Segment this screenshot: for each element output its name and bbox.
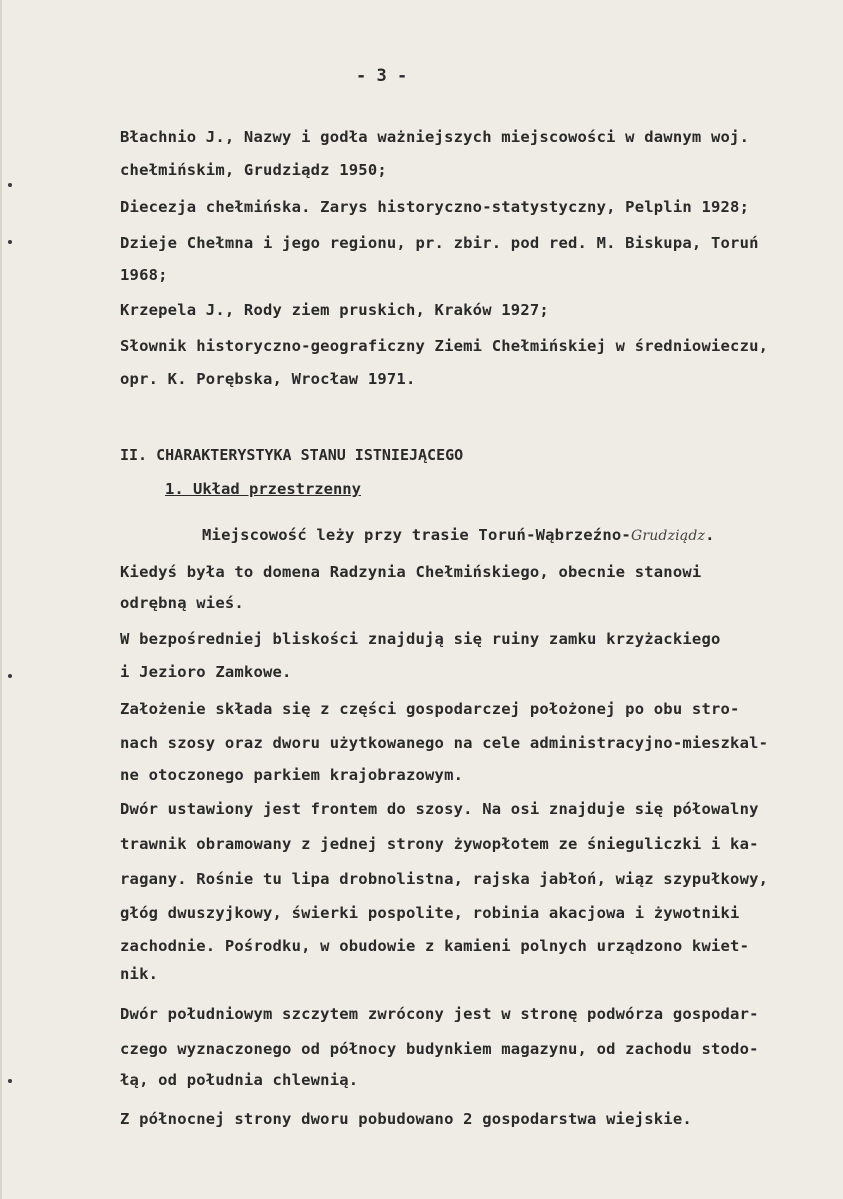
body-line: trawnik obramowany z jednej strony żywopłotem ze śnieguliczki i ka- [120,835,759,853]
body-line: łą, od południa chlewnią. [120,1071,359,1089]
bibliography-line: 1968; [120,266,168,284]
body-line: czego wyznaczonego od północy budynkiem magazynu, od zachodu stodo- [120,1040,759,1058]
punch-hole-mark [8,240,12,244]
body-line-typed: Miejscowość leży przy trasie Toruń-Wąbrzeźno- [202,526,631,544]
bibliography-line: Słownik historyczno-geograficzny Ziemi Chełmińskiej w średniowieczu, [120,337,769,355]
body-line: W bezpośredniej bliskości znajdują się ruiny zamku krzyżackiego [120,630,721,648]
body-line: ne otoczonego parkiem krajobrazowym. [120,766,464,784]
body-line: Założenie składa się z części gospodarczej położonej po obu stro- [120,700,740,718]
body-line: nik. [120,965,159,983]
bibliography-line: Krzepela J., Rody ziem pruskich, Kraków 1927; [120,301,549,319]
bibliography-line: Błachnio J., Nazwy i godła ważniejszych miejscowości w dawnym woj. [120,128,750,146]
page-number: - 3 - [356,66,408,86]
body-line-end: . [705,526,715,544]
subsection-heading: 1. Układ przestrzenny [165,480,361,498]
body-line: Kiedyś była to domena Radzynia Chełmińskiego, obecnie stanowi [120,563,702,581]
body-line: odrębną wieś. [120,594,244,612]
punch-hole-mark [8,1079,12,1083]
handwritten-correction: Grudziądz [630,528,706,544]
punch-hole-mark [8,183,12,187]
body-line: zachodnie. Pośrodku, w obudowie z kamieni polnych urządzono kwiet- [120,937,750,955]
punch-hole-mark [8,674,12,678]
body-line: Z północnej strony dworu pobudowano 2 gospodarstwa wiejskie. [120,1110,692,1128]
bibliography-line: chełmińskim, Grudziądz 1950; [120,161,387,179]
body-line: ragany. Rośnie tu lipa drobnolistna, rajska jabłoń, wiąz szypułkowy, [120,870,769,888]
bibliography-line: opr. K. Porębska, Wrocław 1971. [120,370,416,388]
bibliography-line: Diecezja chełmińska. Zarys historyczno-statystyczny, Pelplin 1928; [120,198,750,216]
body-line: nach szosy oraz dworu użytkowanego na cele administracyjno-mieszkal- [120,734,769,752]
section-heading: II. CHARAKTERYSTYKA STANU ISTNIEJĄCEGO [120,446,464,464]
body-line [202,526,715,544]
body-line: Dwór południowym szczytem zwrócony jest w stronę podwórza gospodar- [120,1005,759,1023]
body-line: głóg dwuszyjkowy, świerki pospolite, robinia akacjowa i żywotniki [120,904,740,922]
bibliography-line: Dzieje Chełmna i jego regionu, pr. zbir. pod red. M. Biskupa, Toruń [120,234,759,252]
body-line: Dwór ustawiony jest frontem do szosy. Na osi znajduje się półowalny [120,800,759,818]
body-line: i Jezioro Zamkowe. [120,663,292,681]
